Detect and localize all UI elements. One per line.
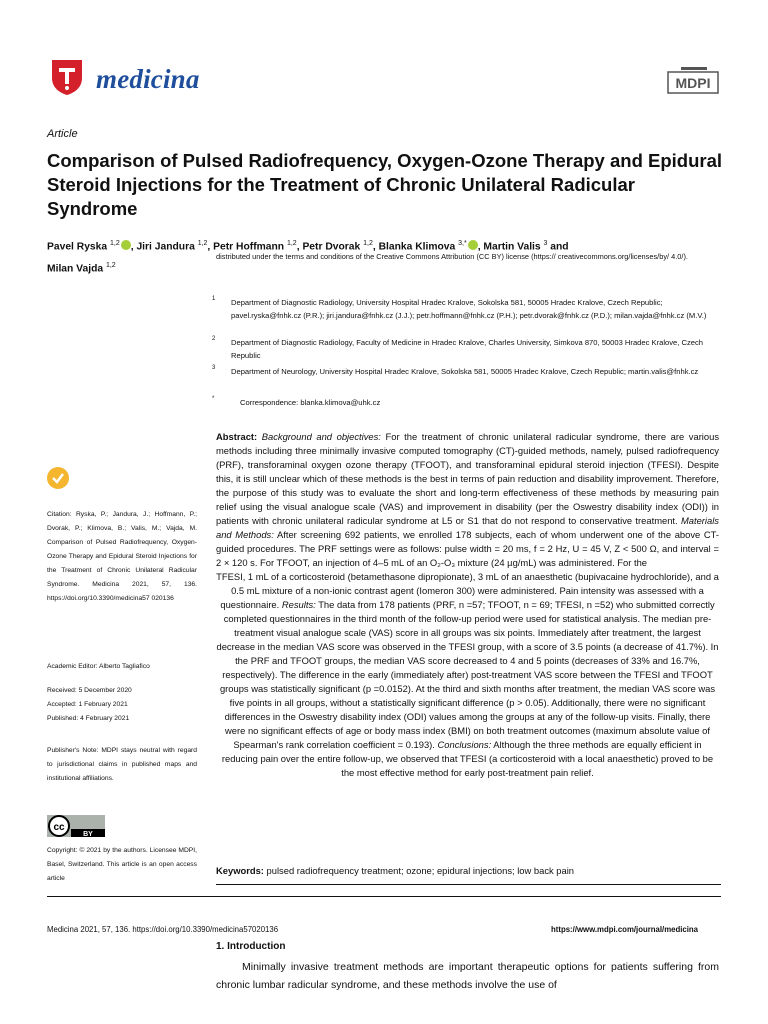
author-name: Jiri Jandura <box>136 241 198 253</box>
keywords-text: pulsed radiofrequency treatment; ozone; epidural injections; low back pain <box>266 865 575 876</box>
author-affiliation-mark: 1,2 <box>363 240 373 247</box>
author-name: Milan Vajda <box>47 263 104 275</box>
license-text: distributed under the terms and conditions of the Creative Commons Attribution (CC BY) license (https:// creativecommons.org/licenses/by/ 4.0/). <box>216 252 688 261</box>
author-affiliation-mark: 1,2 <box>197 240 208 247</box>
affiliation-number: * <box>212 396 215 402</box>
received-date: Received: 5 December 2020 <box>47 687 132 694</box>
methods-text: After screening 692 patients, we enrolled 178 subjects, each of whom underwent one of the above CT-guided procedures. The PRF settings were as follows: pulse width = 20 ms, f = 2 Hz, U = 45 V, Z < 500 Ω, and interval = 2 × 120 s. For TFOOT, an injection of 4–5 mL of an O₂-O₃ mixture (24 µg/mL) was administered. For the <box>216 529 719 568</box>
author-affiliation-mark: 1,2 <box>109 240 120 247</box>
author-line: Pavel Ryska $^{1,2}$ , Jiri Jandura $^{1,2}$, Petr Hoffmann $^{1,2}$, Petr Dvorak $^{1,2}$, Blanka Klimova $^{3,*}$ , Martin Valis $^3$ and <box>47 240 569 253</box>
affiliation-text: Department of Neurology, University Hospital Hradec Kralove, Sokolska 581, 50005 Hradec Kralove, Czech Republic; martin.valis@fnhk.cz <box>231 367 699 376</box>
keywords <box>216 865 719 876</box>
author-name: Petr Hoffmann <box>213 241 287 253</box>
affiliation-number: 1 <box>212 296 216 302</box>
conclusions-label: Conclusions: <box>437 739 492 750</box>
cc-by-badge[interactable] <box>47 815 105 837</box>
journal-name: medicina <box>96 64 200 94</box>
academic-editor: Academic Editor: Alberto Tagliafico <box>47 663 150 670</box>
cc-icon: cc <box>53 822 65 833</box>
footer-journal-url[interactable]: https://www.mdpi.com/journal/medicina <box>551 925 698 934</box>
orcid-icon[interactable] <box>121 240 131 250</box>
results-text: The data from 178 patients (PRF, n =57; TFOOT, n = 69; TFESI, n =52) who submitted correctly completed questionnaires in the third month of the follow-up period were used for statistical analysis. The median pre-treatment visual analogue scale (VAS) score in all groups was six points. Immediately after treatment, the largest decrease in the median VAS score was observed in the TFESI group, with a score of 3.5 points (a decrease of 41.7%). In the PRF and TFOOT groups, the median VAS score decreased to 4 and 5 points (decreases of 33% and 16.7%, respectively). The difference in the early (immediately after) post-treatment VAS score between the TFESI and TFOOT groups was statistically significant (p =0.0152). At the third and sixth months after treatment, the median VAS score was five points in all groups, without a statistically significant difference (p > 0.05). Additionally, there were no significant differences in the Oswestry disability index (ODI) values among the groups at any of the follow-up visits. Finally, there were no significant effects of age or body mass index (BMI) on both treatment outcomes (maximum absolute value of Spearman's rank correlation coefficient = 0.193). <box>216 599 719 750</box>
journal-logo <box>50 58 84 96</box>
publisher-name: MDPI <box>675 75 711 91</box>
author-name: Pavel Ryska <box>47 241 110 253</box>
divider <box>47 896 721 897</box>
by-label: BY <box>83 831 93 837</box>
citation: Citation: Ryska, P.; Jandura, J.; Hoffmann, P.; Dvorak, P.; Klimova, B.; Valis, M.; Vajda, M. Comparison of Pulsed Radiofrequency, Oxygen-Ozone Therapy and Epidural Steroid Injections for the Treatment of Chronic Unilateral Radicular Syndrome. Medicina 2021, 57, 136. https://doi.org/10.3390/medicina57 020136 <box>47 511 197 602</box>
methods-label: Materials and Methods: <box>216 515 719 540</box>
abstract <box>216 430 719 780</box>
published-date: Published: 4 February 2021 <box>47 715 130 722</box>
publisher-note: Publisher's Note: MDPI stays neutral with regard to jurisdictional claims in published maps and institutional affiliations. <box>47 747 197 782</box>
accepted-date: Accepted: 1 February 2021 <box>47 701 128 708</box>
abstract-part-2 <box>216 570 719 780</box>
author-affiliation-mark: 1,2 <box>286 240 297 247</box>
section-heading: 1. Introduction <box>216 941 286 952</box>
methods-continued: TFESI, 1 mL of a corticosteroid (betamethasone dipropionate), 3 mL of an anaesthetic (bupivacaine hydrochloride), and a 0.5 mL mixture of a non-ionic contrast agent (Iomeron 300) were administered. Pain intensity was assessed with a questionnaire. <box>216 571 719 610</box>
affiliation-number: 2 <box>212 336 216 342</box>
abstract-label: Abstract: <box>216 431 258 442</box>
author-affiliation-mark: 3,* <box>458 240 467 247</box>
abstract-part-1 <box>216 430 719 570</box>
author-name: Martin Valis <box>483 241 544 253</box>
copyright: Copyright: © 2021 by the authors. Licensee MDPI, Basel, Switzerland. This article is an open access article <box>47 847 197 882</box>
author-name: Blanka Klimova <box>378 241 459 253</box>
intro-paragraph: Minimally invasive treatment methods are important therapeutic options for patients suffering from chronic lumbar radicular syndrome, and these methods involve the use of <box>216 961 719 991</box>
affiliation-number: 3 <box>212 365 216 371</box>
author-name: Petr Dvorak <box>302 241 364 253</box>
conclusions-text: Although the three methods are equally efficient in reducing pain over the entire follow-up, we observed that TFESI (a corticosteroid with a local anaesthetic) proved to be the most effective method for early post-treatment pain relief. <box>221 739 714 778</box>
background-label: Background and objectives: <box>261 431 381 442</box>
affiliation-text: Department of Diagnostic Radiology, University Hospital Hradec Kralove, Sokolska 581, 50005 Hradec Kralove, Czech Republic; pavel.ryska@fnhk.cz (P.R.); jiri.jandura@fnhk.cz (J.J.); petr.hoffmann@fnhk.cz (P.H.); petr.dvorak@fnhk.cz (P.D.); milan.vajda@fnhk.cz (M.V.) <box>231 298 707 320</box>
article-type: Article <box>47 128 78 140</box>
affiliation-text: Department of Diagnostic Radiology, Faculty of Medicine in Hradec Kralove, Charles University, Simkova 870, 50003 Hradec Kralove, Czech Republic <box>231 338 704 360</box>
affiliation-text: Correspondence: blanka.klimova@uhk.cz <box>240 398 381 407</box>
check-for-updates-icon[interactable] <box>47 467 69 489</box>
divider <box>216 884 721 885</box>
keywords-label: Keywords: <box>216 865 264 876</box>
author-affiliation-mark: 3 <box>543 240 548 247</box>
paper-title: Comparison of Pulsed Radiofrequency, Oxygen-Ozone Therapy and Epidural Steroid Injections for the Treatment of Chronic Unilateral Radicular Syndrome <box>47 150 723 219</box>
orcid-icon[interactable] <box>468 240 478 250</box>
mdpi-logo <box>667 66 719 94</box>
background-text: For the treatment of chronic unilateral radicular syndrome, there are various methods including three minimally invasive computed tomography (CT)-guided methods, namely, pulsed radiofrequency (PRF), transforaminal oxygen ozone therapy (TFOOT), and transforaminal epidural steroid injection (TFESI). Despite this, it is still unclear which of these methods is the best in terms of pain reduction and disability improvement. Therefore, the purpose of this study was to evaluate the short and long-term effectiveness of these methods by measuring pain relief using the visual analogue scale (VAS) and improvement in disability (per the Oswestry disability index (ODI)) in patients with chronic unilateral radicular syndrome at L5 or S1 that do not respond to conservative treatment. <box>216 431 720 526</box>
footer-citation: Medicina 2021, 57, 136. https://doi.org/10.3390/medicina57020136 <box>47 925 279 934</box>
results-label: Results: <box>281 599 316 610</box>
author-affiliation-mark: 1,2 <box>105 262 116 270</box>
